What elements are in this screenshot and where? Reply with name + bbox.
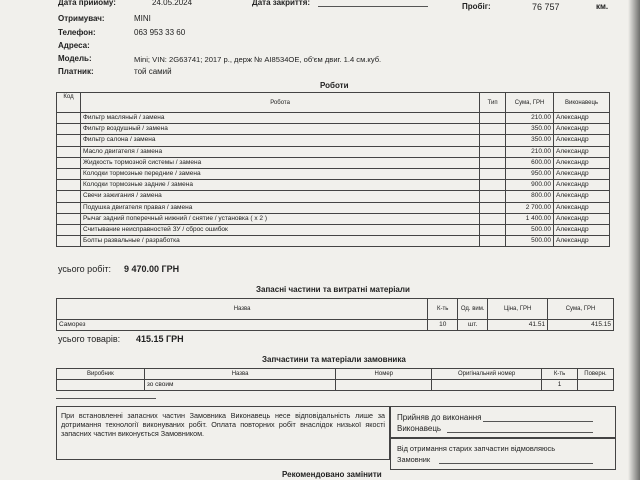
work-name: Жидкость тормозной системы / замена xyxy=(80,157,479,168)
part-qty: 10 xyxy=(428,320,458,331)
parts-total-label: усього товарів: xyxy=(58,334,121,344)
work-name: Болты развальные / разработка xyxy=(80,236,479,247)
cpart-qty: 1 xyxy=(542,380,578,391)
customer-parts-title: Запчастини та матеріали замовника xyxy=(262,355,406,364)
work-executor: Александр xyxy=(554,224,610,235)
table-row xyxy=(57,320,614,331)
customer-underline xyxy=(439,463,593,464)
work-executor: Александр xyxy=(554,157,610,168)
phone-value: 063 953 33 60 xyxy=(134,28,186,37)
work-name: Колодки тормозные передние / замена xyxy=(80,168,479,179)
accept-date-label: Дата прийому: xyxy=(58,0,116,7)
phone-label: Телефон: xyxy=(58,28,96,37)
part-price: 41.51 xyxy=(488,320,548,331)
works-table xyxy=(56,92,610,247)
customer-parts-table xyxy=(56,368,614,391)
accept-date-value: 24.05.2024 xyxy=(152,0,193,7)
table-row xyxy=(57,224,610,235)
parts-header-qty: К-ть xyxy=(428,299,458,320)
work-name: Фильтр воздушный / замена xyxy=(80,124,479,135)
model-label: Модель: xyxy=(58,54,92,63)
address-label: Адреса: xyxy=(58,41,90,50)
work-executor: Александр xyxy=(554,113,610,124)
work-sum: 500.00 xyxy=(506,236,554,247)
work-sum: 210.00 xyxy=(506,146,554,157)
work-name: Подушка двигателя правая / замена xyxy=(80,202,479,213)
customer-parts-header-number: Номер xyxy=(336,369,432,380)
part-unit: шт. xyxy=(458,320,488,331)
mileage-label: Пробіг: xyxy=(462,2,491,11)
work-sum: 350.00 xyxy=(506,135,554,146)
table-row xyxy=(57,124,610,135)
table-row xyxy=(57,168,610,179)
work-name: Считывание неисправностей ЗУ / сброс ошибок xyxy=(80,224,479,235)
work-sum: 600.00 xyxy=(506,157,554,168)
work-sum: 210.00 xyxy=(506,113,554,124)
executor-underline xyxy=(447,432,593,433)
part-sum: 415.15 xyxy=(548,320,614,331)
work-executor: Александр xyxy=(554,135,610,146)
works-header-sum: Сума, ГРН xyxy=(506,93,554,113)
model-value: Mini; VIN: 2G63741; 2017 р., держ № АІ8534ОЕ, об'єм двиг. 1.4 см.куб. xyxy=(134,55,382,64)
payer-label: Платник: xyxy=(58,67,94,76)
customer-sign-label: Замовник xyxy=(397,455,431,464)
executor-sign-label: Виконавець xyxy=(397,424,442,433)
work-executor: Александр xyxy=(554,202,610,213)
table-row xyxy=(57,146,610,157)
works-header-type: Тип xyxy=(480,93,506,113)
parts-table xyxy=(56,298,614,331)
parts-header-unit: Од. вим. xyxy=(458,299,488,320)
work-name: Колодки тормозные задние / замена xyxy=(80,180,479,191)
customer-value: MINI xyxy=(134,14,151,23)
cpart-orig xyxy=(432,380,542,391)
old-parts-text: Від отримання старих запчастин відмовляюсь xyxy=(397,444,556,453)
works-total-value: 9 470.00 ГРН xyxy=(124,264,180,274)
parts-header-sum: Сума, ГРН xyxy=(548,299,614,320)
cpart-returned xyxy=(577,380,613,391)
work-name: Рычаг задний поперечный нижний / снятие / установка ( x 2 ) xyxy=(80,213,479,224)
close-date-label: Дата закриття: xyxy=(252,0,311,7)
customer-parts-header-name: Назва xyxy=(144,369,336,380)
work-executor: Александр xyxy=(554,236,610,247)
work-executor: Александр xyxy=(554,213,610,224)
work-name: Масло двигателя / замена xyxy=(80,146,479,157)
table-row xyxy=(57,135,610,146)
work-sum: 800.00 xyxy=(506,191,554,202)
photo-shadow-edge xyxy=(628,0,640,480)
accepted-label: Прийняв до виконання xyxy=(397,413,482,422)
responsibility-note-box xyxy=(56,406,390,460)
works-header-code: Код xyxy=(57,93,81,113)
cpart-name: зо своим xyxy=(144,380,336,391)
table-row xyxy=(57,236,610,247)
responsibility-note: При встановленні запасних частин Замовника Виконавець несе відповідальність лише за дотримання технології виконуваних робіт. Оплата повторних робіт внаслідок низької якості запасних частин виконується Замовником. xyxy=(61,411,385,439)
recommended-title: Рекомендовано замінити xyxy=(282,470,382,479)
close-date-underline xyxy=(318,6,428,7)
works-total-label: усього робіт: xyxy=(58,264,111,274)
work-sum: 950.00 xyxy=(506,168,554,179)
work-executor: Александр xyxy=(554,124,610,135)
customer-parts-header-maker: Виробник xyxy=(57,369,145,380)
old-parts-box xyxy=(390,438,616,470)
cpart-maker xyxy=(57,380,145,391)
table-row xyxy=(57,180,610,191)
work-sum: 900.00 xyxy=(506,180,554,191)
work-sum: 350.00 xyxy=(506,124,554,135)
mileage-value: 76 757 xyxy=(532,2,560,12)
payer-value: той самий xyxy=(134,67,172,76)
works-header-executor: Виконавець xyxy=(554,93,610,113)
work-executor: Александр xyxy=(554,146,610,157)
parts-header-price: Ціна, ГРН xyxy=(488,299,548,320)
work-name: Свечи зажигания / замена xyxy=(80,191,479,202)
work-name: Фильтр салона / замена xyxy=(80,135,479,146)
work-executor: Александр xyxy=(554,180,610,191)
work-executor: Александр xyxy=(554,191,610,202)
works-title: Роботи xyxy=(320,81,349,90)
customer-label: Отримувач: xyxy=(58,14,105,23)
accepted-box xyxy=(390,406,616,438)
customer-parts-header-returned: Поверн. xyxy=(577,369,613,380)
parts-header-name: Назва xyxy=(57,299,428,320)
cpart-number xyxy=(336,380,432,391)
work-executor: Александр xyxy=(554,168,610,179)
work-name: Фильтр масляный / замена xyxy=(80,113,479,124)
table-row xyxy=(57,202,610,213)
table-row xyxy=(57,213,610,224)
accepted-underline xyxy=(483,421,593,422)
customer-parts-header-orig: Оригінальний номер xyxy=(432,369,542,380)
table-row xyxy=(57,191,610,202)
table-row xyxy=(57,157,610,168)
work-sum: 500.00 xyxy=(506,224,554,235)
work-sum: 2 700.00 xyxy=(506,202,554,213)
customer-parts-header-qty: К-ть xyxy=(542,369,578,380)
works-header-work: Робота xyxy=(80,93,479,113)
parts-title: Запасні частини та витратні матеріали xyxy=(256,285,410,294)
table-row xyxy=(57,380,614,391)
work-sum: 1 400.00 xyxy=(506,213,554,224)
parts-total-value: 415.15 ГРН xyxy=(136,334,184,344)
mileage-unit: км. xyxy=(596,2,609,11)
part-name: Саморез xyxy=(57,320,428,331)
table-row xyxy=(57,113,610,124)
customer-parts-underline xyxy=(56,398,156,399)
